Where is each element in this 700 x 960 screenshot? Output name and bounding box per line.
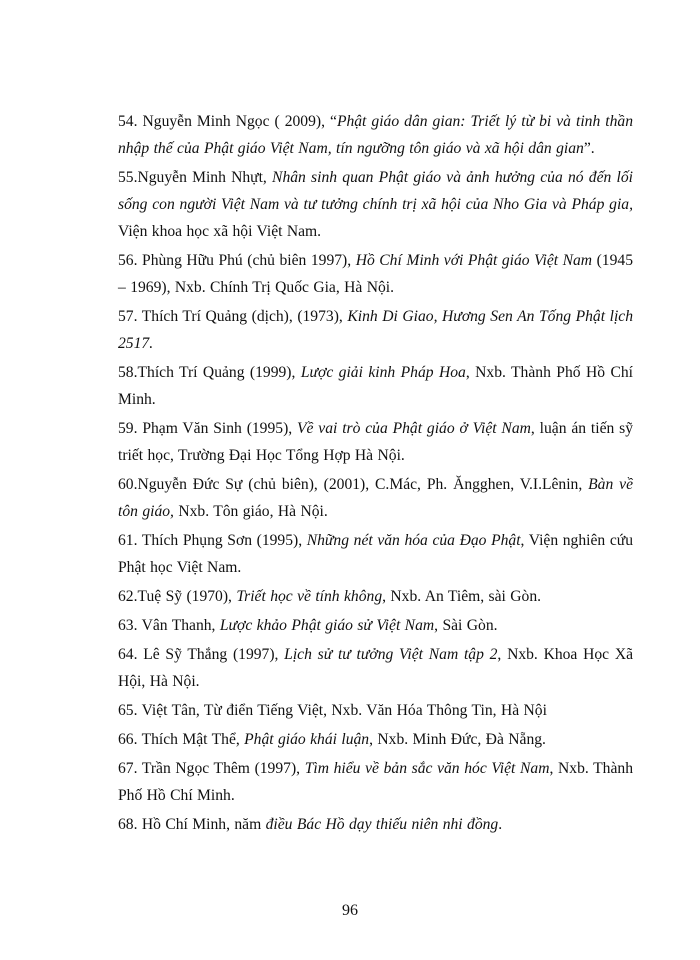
reference-entry — [118, 641, 633, 695]
reference-text: 64. Lê Sỹ Thắng (1997), — [118, 646, 285, 663]
reference-text: 57. Thích Trí Quảng (dịch), (1973), — [118, 308, 348, 325]
reference-title: Bàn về tôn giáo, — [118, 476, 633, 520]
reference-text: 66. Thích Mật Thể, — [118, 731, 245, 748]
reference-text: 58.Thích Trí Quảng (1999), — [118, 364, 301, 381]
reference-title: Phật giáo dân gian: Triết lý từ bi và tinh thần nhập thế của Phật giáo Việt Nam, tín ngưỡng tôn giáo và xã hội dân gian — [118, 113, 633, 157]
reference-entry — [118, 811, 633, 838]
reference-text: , Viện nghiên cứu Phật học Việt Nam. — [118, 532, 633, 576]
reference-text: , Nxb. Minh Đức, Đà Nẵng. — [369, 731, 546, 748]
reference-title: Về vai trò của Phật giáo ở Việt Nam — [297, 420, 531, 437]
reference-entry — [118, 612, 633, 639]
reference-entry — [118, 726, 633, 753]
reference-text: 54. Nguyễn Minh Ngọc ( 2009), “ — [118, 113, 337, 130]
reference-text: (1945 – 1969), Nxb. Chính Trị Quốc Gia, Hà Nội. — [118, 252, 633, 296]
reference-list — [118, 108, 633, 840]
reference-text: ”. — [583, 140, 595, 157]
reference-text: , Nxb. Khoa Học Xã Hội, Hà Nội. — [118, 646, 633, 690]
reference-title: Kinh Di Giao, Hương Sen An Tống Phật lịch 2517. — [118, 308, 633, 352]
reference-title: Phật giáo khái luận — [244, 731, 370, 748]
reference-title: Nhân sinh quan Phật giáo và ảnh hưởng của nó đến lối sống con người Việt Nam và tư tưởng chính trị xã hội của Nho Gia và Pháp gia, — [118, 169, 633, 213]
reference-text: , luận án tiến sỹ triết học, Trường Đại Học Tổng Hợp Hà Nội. — [118, 420, 633, 464]
reference-text: 59. Phạm Văn Sinh (1995), — [118, 420, 298, 437]
page-number: 96 — [342, 902, 358, 919]
reference-title: Lược khảo Phật giáo sử Việt Nam — [219, 617, 435, 634]
reference-text: 63. Vân Thanh, — [118, 617, 220, 634]
reference-text: , Nxb. Thành Phố Hồ Chí Minh. — [118, 364, 633, 408]
reference-text: . — [498, 816, 503, 833]
reference-entry — [118, 527, 633, 581]
reference-entry — [118, 415, 633, 469]
reference-entry — [118, 359, 633, 413]
reference-text: , Sài Gòn. — [434, 617, 498, 634]
reference-entry — [118, 303, 633, 357]
reference-title: Hồ Chí Minh với Phật giáo Việt Nam — [355, 252, 593, 269]
reference-text: , Nxb. An Tiêm, sài Gòn. — [382, 588, 542, 605]
reference-title: Những nét văn hóa của Đạo Phật — [306, 532, 521, 549]
reference-text: 62.Tuệ Sỹ (1970), — [118, 588, 237, 605]
reference-entry — [118, 108, 633, 162]
reference-text: Nxb. Tôn giáo, Hà Nội. — [173, 503, 328, 520]
reference-title: điều Bác Hồ dạy thiếu niên nhi đồng — [265, 816, 499, 833]
reference-text: Viện khoa học xã hội Việt Nam. — [118, 223, 322, 240]
reference-text: 68. Hồ Chí Minh, năm — [118, 816, 266, 833]
reference-title: Lịch sử tư tưởng Việt Nam tập 2 — [284, 646, 498, 663]
reference-title: Triết học về tính không — [236, 588, 383, 605]
reference-entry — [118, 471, 633, 525]
reference-entry — [118, 247, 633, 301]
reference-entry — [118, 583, 633, 610]
reference-text: 56. Phùng Hữu Phú (chủ biên 1997), — [118, 252, 356, 269]
reference-text: 60.Nguyễn Đức Sự (chủ biên), (2001), C.Mác, Ph. Ăngghen, V.I.Lênin, — [118, 476, 589, 493]
reference-text: 61. Thích Phụng Sơn (1995), — [118, 532, 307, 549]
reference-text: 65. Việt Tân, Từ điển Tiếng Việt, Nxb. Văn Hóa Thông Tin, Hà Nội — [118, 702, 547, 719]
reference-entry — [118, 164, 633, 245]
reference-text: 55.Nguyễn Minh Nhựt, — [118, 169, 273, 186]
reference-title: Lược giải kinh Pháp Hoa — [300, 364, 466, 381]
reference-text: , Nxb. Thành Phố Hồ Chí Minh. — [118, 760, 633, 804]
reference-entry — [118, 697, 633, 724]
reference-entry — [118, 755, 633, 809]
reference-title: Tìm hiểu về bản sắc văn hóc Việt Nam — [304, 760, 550, 777]
reference-text: 67. Trần Ngọc Thêm (1997), — [118, 760, 305, 777]
